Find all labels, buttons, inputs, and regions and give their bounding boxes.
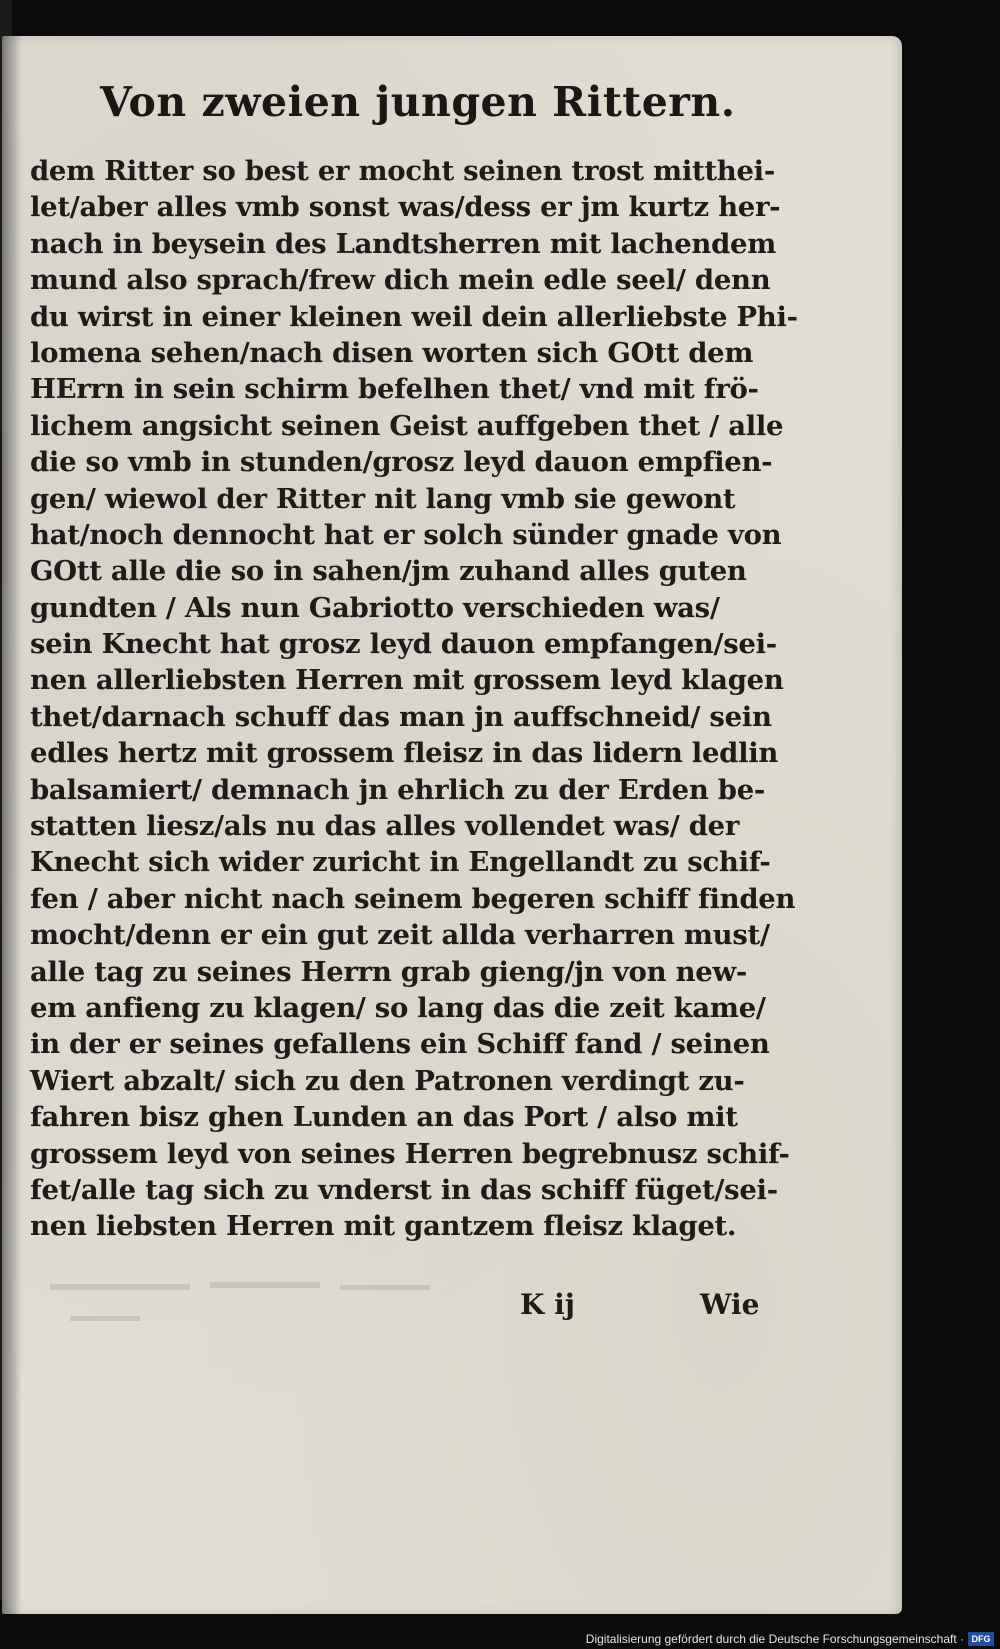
text-line: grossem leyd von seines Herren begrebnusz schif-: [30, 1137, 790, 1170]
text-line: in der er seines gefallens ein Schiff fand / seinen: [30, 1028, 770, 1061]
text-line: thet/darnach schuff das man jn auffschneid/ sein: [30, 700, 772, 733]
text-line: die so vmb in stunden/grosz leyd dauon empfien-: [30, 446, 773, 479]
text-line: lomena sehen/nach disen worten sich GOtt dem: [30, 336, 754, 369]
text-line: nach in beysein des Landtsherren mit lachendem: [30, 227, 777, 260]
running-head: Von zweien jungen Rittern.: [100, 78, 736, 126]
text-line: alle tag zu seines Herrn grab gieng/jn von new-: [30, 955, 747, 988]
dfg-logo-icon: DFG: [968, 1632, 994, 1646]
signature-mark: K ij: [520, 1288, 575, 1321]
text-line: nen liebsten Herren mit gantzem fleisz klaget.: [30, 1210, 737, 1243]
text-line: gen/ wiewol der Ritter nit lang vmb sie gewont: [30, 482, 736, 515]
text-line: Knecht sich wider zuricht in Engellandt zu schif-: [30, 846, 771, 879]
text-line: gundten / Als nun Gabriotto verschieden was/: [30, 591, 720, 624]
text-line: fahren bisz ghen Lunden an das Port / also mit: [30, 1101, 738, 1134]
text-line: dem Ritter so best er mocht seinen trost mitthei-: [30, 155, 775, 187]
text-line: hat/noch dennocht hat er solch sünder gnade von: [30, 518, 782, 551]
text-line: balsamiert/ demnach jn ehrlich zu der Erden be-: [30, 773, 766, 806]
text-line: du wirst in einer kleinen weil dein allerliebste Phi-: [30, 300, 798, 333]
binding-gutter: [2, 36, 22, 1614]
text-line: statten liesz/als nu das alles vollendet was/ der: [30, 810, 740, 843]
catchword: Wie: [700, 1288, 760, 1321]
text-line: lichem angsicht seinen Geist auffgeben thet / alle: [30, 409, 784, 442]
text-line: fen / aber nicht nach seinem begeren schiff finden: [30, 882, 796, 915]
text-line: sein Knecht hat grosz leyd dauon empfangen/sei-: [30, 628, 777, 661]
text-line: mocht/denn er ein gut zeit allda verharren must/: [30, 919, 770, 952]
body-text: [30, 153, 798, 1245]
text-line: edles hertz mit grossem fleisz in das lidern ledlin: [30, 737, 779, 770]
text-line: em anfieng zu klagen/ so lang das die zeit kame/: [30, 991, 766, 1024]
text-line: Wiert abzalt/ sich zu den Patronen verdingt zu-: [30, 1064, 745, 1097]
digitization-credit: Digitalisierung gefördert durch die Deutsche Forschungsgemeinschaft ·: [585, 1632, 964, 1646]
text-line: nen allerliebsten Herren mit grossem leyd klagen: [30, 664, 784, 697]
text-line: fet/alle tag sich zu vnderst in das schiff füget/sei-: [30, 1173, 778, 1206]
bleed-through-marks: [40, 1270, 460, 1340]
text-line: let/aber alles vmb sonst was/dess er jm kurtz her-: [30, 191, 781, 224]
text-line: mund also sprach/frew dich mein edle seel/ denn: [30, 264, 771, 297]
text-line: HErrn in sein schirm befelhen thet/ vnd mit frö-: [30, 373, 759, 406]
text-line: GOtt alle die so in sahen/jm zuhand alles guten: [30, 555, 747, 588]
